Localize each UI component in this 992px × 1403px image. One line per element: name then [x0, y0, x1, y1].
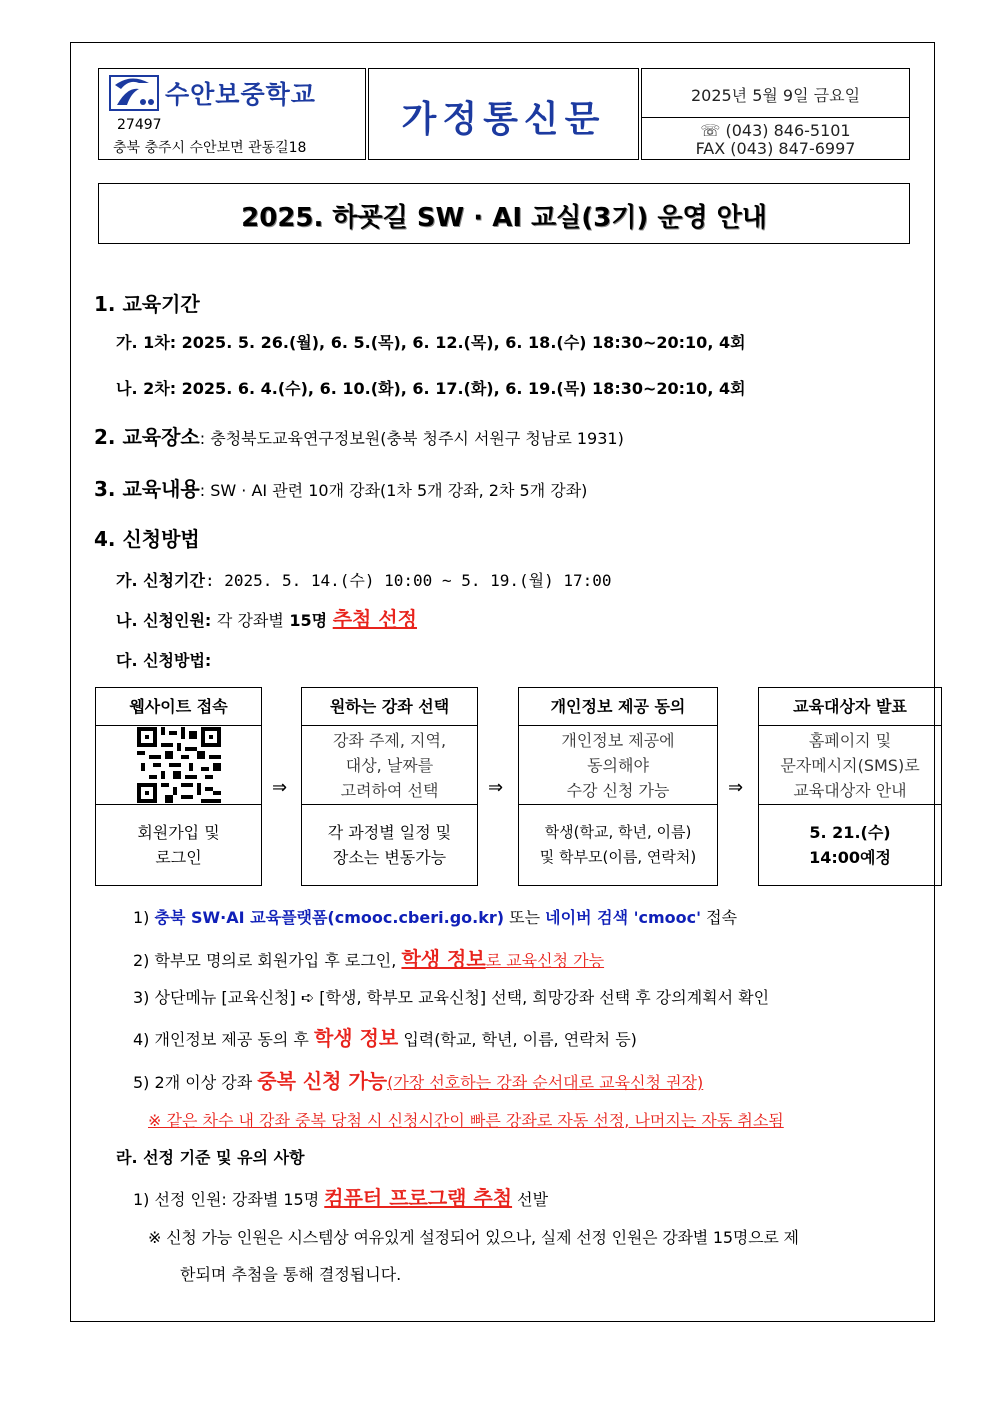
flow-desc-line: 교육대상자 안내	[793, 780, 907, 800]
step-text: 학부모 명의로 회원가입 후 로그인,	[154, 951, 397, 970]
student-info-highlight: 학생 정보	[313, 1026, 399, 1050]
section4-heading: 4. 신청방법	[94, 527, 200, 551]
flow-desc-line: 홈페이지 및	[808, 730, 892, 750]
newsletter-box	[368, 68, 639, 160]
flow-note-line: 회원가입 및	[137, 823, 220, 842]
flow-desc-line: 개인정보 제공에	[561, 730, 675, 750]
flow-desc-line: 고려하여 선택	[340, 780, 439, 800]
flow-step-website	[95, 687, 262, 886]
flow-step-note	[759, 805, 941, 885]
step-number: 1)	[133, 1190, 150, 1209]
step-4	[133, 1022, 637, 1051]
step-text-red: (가장 선호하는 강좌 순서대로 교육신청 권장)	[387, 1073, 704, 1092]
application-period	[116, 568, 612, 591]
issue-date: 2025년 5월 9일 금요일	[690, 86, 861, 105]
step-text: 개인정보 제공 동의 후	[154, 1030, 309, 1049]
flow-step-title: 개인정보 제공 동의	[519, 688, 717, 726]
step-2	[133, 943, 604, 972]
section2-heading: 2. 교육장소	[94, 425, 200, 449]
flow-note-line: 및 학부모(이름, 연락처)	[539, 848, 697, 866]
flow-desc-line: 문자메시지(SMS)로	[780, 755, 920, 775]
application-method-label: 다. 신청방법:	[116, 651, 212, 670]
school-logo-icon	[109, 75, 159, 111]
step-text: 2개 이상 강좌	[154, 1073, 253, 1092]
step-number: 4)	[133, 1030, 150, 1049]
section3-heading: 3. 교육내용	[94, 477, 200, 501]
phone-number: ☏ (043) 846-5101	[700, 121, 851, 140]
flow-step-desc	[302, 726, 477, 805]
newsletter-title: 가정통신문	[401, 99, 606, 140]
flow-step-select-course	[301, 687, 478, 886]
step-number: 5)	[133, 1073, 150, 1092]
step-number: 1)	[133, 908, 150, 927]
schedule-round1: 가. 1차: 2025. 5. 26.(월), 6. 5.(목), 6. 12.(목), 6. 18.(수) 18:30~20:10, 4회	[116, 333, 746, 352]
flow-step-note	[96, 805, 261, 885]
flow-step-announcement	[758, 687, 942, 886]
schedule-round2: 나. 2차: 2025. 6. 4.(수), 6. 10.(화), 6. 17.(화), 6. 19.(목) 18:30~20:10, 4회	[116, 379, 746, 398]
flow-desc-line: 동의해야	[587, 755, 649, 775]
flow-note-line: 로그인	[155, 848, 202, 867]
flow-arrow-icon: ⇒	[728, 777, 744, 798]
step-5	[133, 1065, 703, 1094]
step-text: 선정 인원: 강좌별 15명	[154, 1190, 320, 1209]
flow-note-line: 14:00예정	[809, 848, 891, 867]
computer-lottery-highlight: 컴퓨터 프로그램 추첨	[324, 1186, 513, 1210]
flow-desc-line: 강좌 주제, 지역,	[332, 730, 447, 750]
step-1	[133, 905, 737, 928]
fax-number: FAX (043) 847-6997	[695, 139, 856, 158]
application-count	[116, 603, 417, 632]
flow-step-desc	[519, 726, 717, 805]
flow-step-note	[302, 805, 477, 885]
qr-code-area	[96, 726, 261, 805]
school-info-box	[98, 68, 366, 160]
flow-arrow-icon: ⇒	[272, 777, 288, 798]
application-period-label: 가. 신청기간	[116, 571, 205, 590]
application-period-value: : 2025. 5. 14.(수) 10:00 ~ 5. 19.(월) 17:00	[204, 571, 612, 590]
step-text: 접속	[706, 908, 738, 927]
contact-divider	[642, 117, 909, 118]
flow-note-line: 학생(학교, 학년, 이름)	[544, 823, 692, 841]
flow-note-line: 5. 21.(수)	[809, 823, 891, 842]
qr-code-icon[interactable]	[137, 727, 221, 803]
title-box	[98, 183, 910, 244]
duplicate-apply-highlight: 중복 신청 가능	[257, 1069, 388, 1093]
selection-rule-1	[133, 1182, 548, 1211]
flow-step-consent	[518, 687, 718, 886]
flow-step-desc	[759, 726, 941, 805]
selection-note-line2: 한되며 추첨을 통해 결정됩니다.	[180, 1265, 402, 1284]
application-count-label: 나. 신청인원:	[116, 611, 212, 630]
flow-note-line: 각 과정별 일정 및	[327, 823, 452, 842]
platform-link[interactable]: 충북 SW·AI 교육플랫폼(cmooc.cberi.go.kr)	[154, 908, 505, 927]
section3-row	[94, 473, 587, 502]
section1-heading: 1. 교육기간	[94, 292, 200, 316]
school-address: 충북 충주시 수안보면 관동길18	[113, 140, 307, 156]
section2-value: : 충청북도교육연구정보원(충북 청주시 서원구 청남로 1931)	[199, 429, 624, 448]
step-text: 상단메뉴 [교육신청] ➪ [학생, 학부모 교육신청] 선택, 희망강좌 선택 후 강의계획서 확인	[154, 988, 770, 1007]
student-info-highlight: 학생 정보	[401, 947, 486, 971]
flow-step-title: 교육대상자 발표	[759, 688, 941, 726]
step-text: 입력(학교, 학년, 이름, 연락처 등)	[403, 1030, 637, 1049]
flow-desc-line: 대상, 날짜를	[345, 755, 434, 775]
duplicate-note: ※ 같은 차수 내 강좌 중복 당첨 시 신청시간이 빠른 강좌로 자동 선정, 나머지는 자동 취소됨	[148, 1111, 784, 1130]
flow-step-title: 원하는 강좌 선택	[302, 688, 477, 726]
step-number: 2)	[133, 951, 150, 970]
selection-note-line1: ※ 신청 가능 인원은 시스템상 여유있게 설정되어 있으나, 실제 선정 인원은 강좌별 15명으로 제	[148, 1228, 799, 1247]
document-title: 2025. 하굣길 SW · AI 교실(3기) 운영 안내	[241, 203, 767, 233]
lottery-highlight: 추첨 선정	[332, 607, 417, 631]
postal-code: 27497	[117, 117, 162, 133]
flow-arrow-icon: ⇒	[488, 777, 504, 798]
contact-box	[641, 68, 910, 160]
section2-row	[94, 421, 624, 450]
naver-search-text: 네이버 검색 'cmooc'	[545, 908, 702, 927]
section3-value: : SW · AI 관련 10개 강좌(1차 5개 강좌, 2차 5개 강좌)	[199, 481, 588, 500]
flow-step-note	[519, 805, 717, 885]
flow-note-line: 장소는 변동가능	[332, 848, 447, 867]
step-3	[133, 985, 769, 1008]
flow-step-title: 웹사이트 접속	[96, 688, 261, 726]
step-number: 3)	[133, 988, 150, 1007]
school-name: 수안보중학교	[165, 80, 316, 109]
step-text: 선발	[517, 1190, 549, 1209]
selection-criteria-heading: 라. 선정 기준 및 유의 사항	[116, 1148, 305, 1167]
application-count-number: 15명	[289, 611, 328, 630]
step-text-red: 로 교육신청 가능	[485, 951, 605, 970]
flow-desc-line: 수강 신청 가능	[566, 780, 670, 800]
step-text: 또는	[509, 908, 541, 927]
application-count-text: 각 강좌별	[216, 611, 284, 630]
